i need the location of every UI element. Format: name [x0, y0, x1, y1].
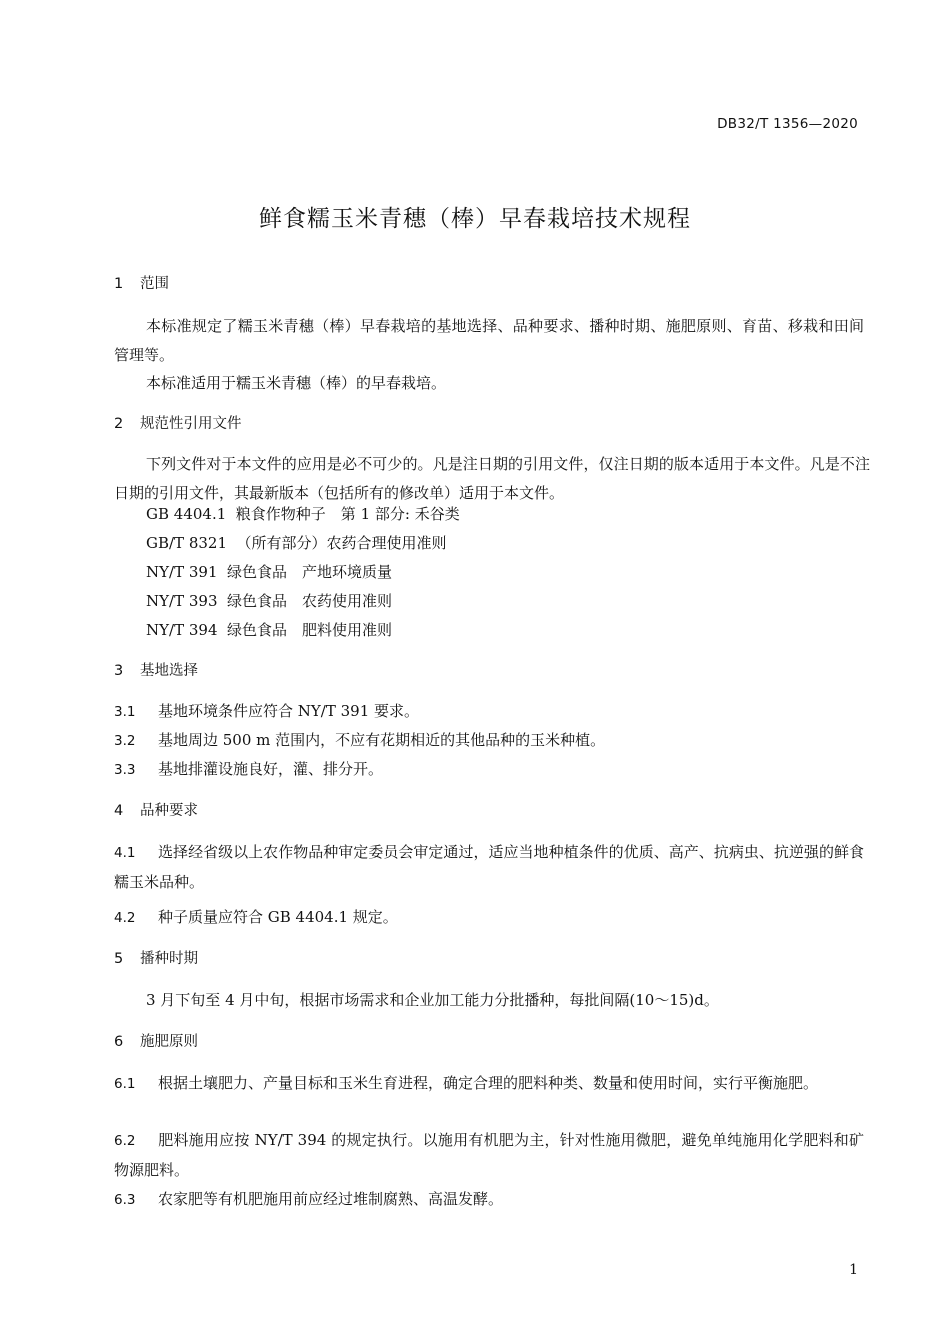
reference-item: NY/T 394 绿色食品 肥料使用准则 — [146, 621, 393, 639]
clause-text: 基地环境条件应符合 NY/T 391 要求。 — [158, 702, 420, 720]
section-1-heading — [114, 270, 864, 299]
section-2-para-1: 下列文件对于本文件的应用是必不可少的。凡是注日期的引用文件，仅注日期的版本适用于本文件。凡是不注日期的引用文件，其最新版本（包括所有的修改单）适用于本文件。 — [114, 455, 870, 502]
clause-6-2 — [114, 1126, 864, 1185]
clause-3-1 — [114, 697, 864, 727]
clause-number: 3.2 — [114, 733, 136, 749]
section-title: 范围 — [140, 276, 169, 292]
clause-text: 种子质量应符合 GB 4404.1 规定。 — [158, 908, 398, 926]
clause-6-3 — [114, 1185, 864, 1215]
section-number: 6 — [114, 1034, 124, 1050]
section-title: 施肥原则 — [140, 1034, 198, 1050]
section-number: 5 — [114, 951, 124, 967]
clause-text: 肥料施用应按 NY/T 394 的规定执行。以施用有机肥为主，针对性施用微肥，避免单纯施用化学肥料和矿物源肥料。 — [114, 1131, 864, 1179]
section-5-para-1: 3 月下旬至 4 月中旬，根据市场需求和企业加工能力分批播种，每批间隔(10～15)d。 — [146, 991, 719, 1009]
clause-text: 农家肥等有机肥施用前应经过堆制腐熟、高温发酵。 — [158, 1190, 504, 1208]
section-number: 1 — [114, 276, 124, 292]
clause-number: 4.1 — [114, 845, 136, 861]
section-4-heading — [114, 797, 864, 826]
section-2-heading — [114, 410, 864, 439]
clause-number: 4.2 — [114, 910, 136, 926]
section-title: 基地选择 — [140, 663, 198, 679]
section-number: 2 — [114, 416, 124, 432]
clause-number: 3.1 — [114, 704, 136, 720]
clause-text: 根据土壤肥力、产量目标和玉米生育进程，确定合理的肥料种类、数量和使用时间，实行平衡施肥。 — [158, 1074, 819, 1092]
clause-text: 基地周边 500 m 范围内，不应有花期相近的其他品种的玉米种植。 — [158, 731, 606, 749]
section-6-heading — [114, 1028, 864, 1057]
clause-number: 6.3 — [114, 1192, 136, 1208]
clause-text: 基地排灌设施良好，灌、排分开。 — [158, 760, 384, 778]
reference-item: NY/T 391 绿色食品 产地环境质量 — [146, 563, 393, 581]
clause-6-1 — [114, 1069, 864, 1099]
clause-number: 6.2 — [114, 1133, 136, 1149]
reference-item: GB 4404.1 粮食作物种子 第 1 部分: 禾谷类 — [146, 505, 460, 523]
section-number: 4 — [114, 803, 124, 819]
section-title: 播种时期 — [140, 951, 198, 967]
document-code: DB32/T 1356—2020 — [717, 116, 858, 132]
clause-3-2 — [114, 726, 864, 756]
clause-3-3 — [114, 755, 864, 785]
section-1-para-1: 本标准规定了糯玉米青穗（棒）早春栽培的基地选择、品种要求、播种时期、施肥原则、育苗、移栽和田间管理等。 — [114, 317, 864, 364]
document-title: 鲜食糯玉米青穗（棒）早春栽培技术规程 — [259, 206, 691, 232]
section-5-heading — [114, 945, 864, 974]
page-number: 1 — [849, 1262, 858, 1278]
reference-item: NY/T 393 绿色食品 农药使用准则 — [146, 592, 393, 610]
section-3-heading — [114, 657, 864, 686]
section-title: 品种要求 — [140, 803, 198, 819]
clause-number: 6.1 — [114, 1076, 136, 1092]
section-title: 规范性引用文件 — [140, 416, 242, 432]
section-1-para-2: 本标准适用于糯玉米青穗（棒）的早春栽培。 — [146, 374, 447, 392]
clause-4-1 — [114, 838, 864, 897]
reference-item: GB/T 8321 （所有部分）农药合理使用准则 — [146, 534, 447, 552]
section-number: 3 — [114, 663, 124, 679]
clause-text: 选择经省级以上农作物品种审定委员会审定通过，适应当地种植条件的优质、高产、抗病虫、抗逆强的鲜食糯玉米品种。 — [114, 843, 864, 891]
clause-number: 3.3 — [114, 762, 136, 778]
clause-4-2 — [114, 903, 864, 933]
